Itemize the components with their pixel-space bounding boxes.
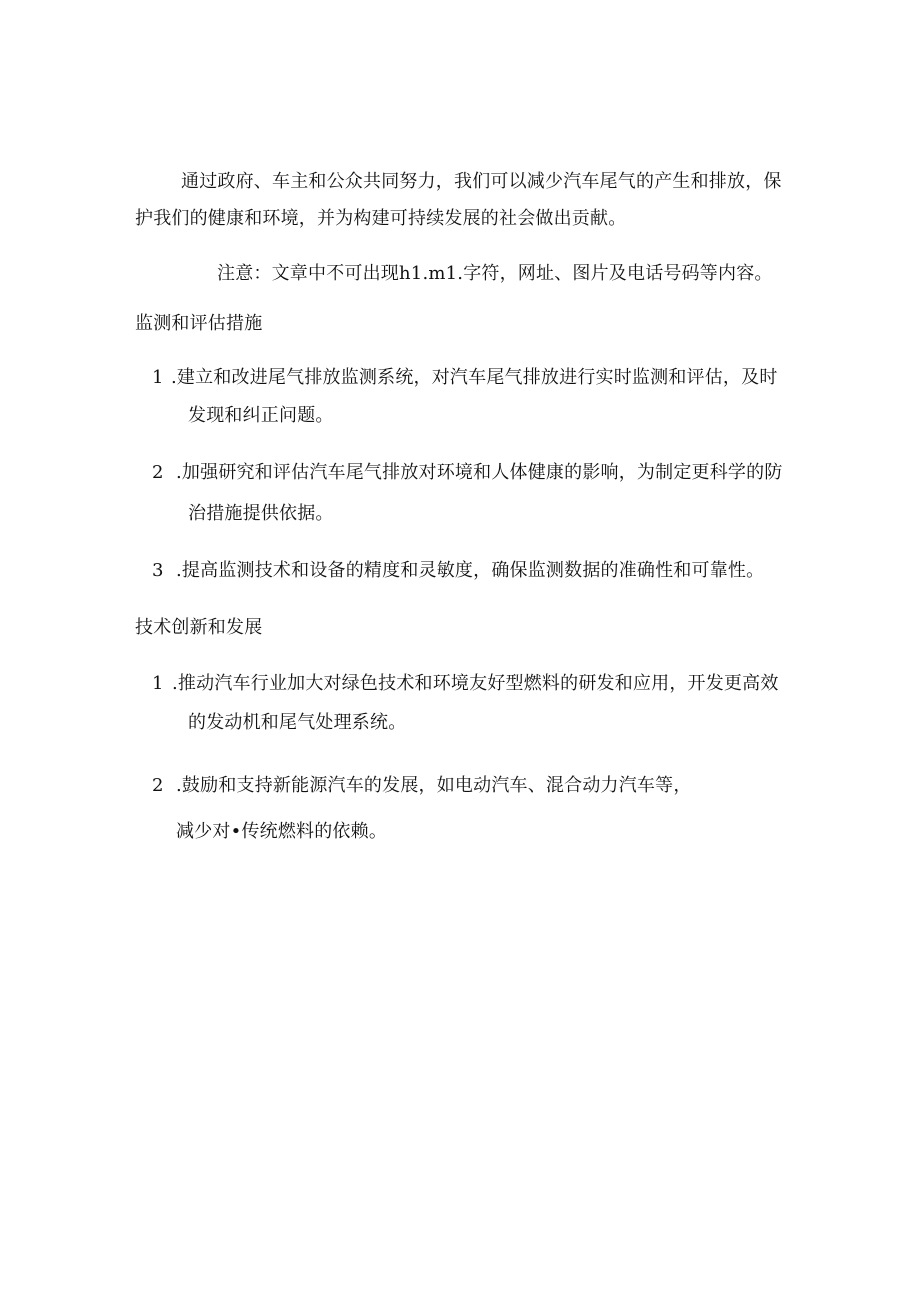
section-heading-monitoring: 监测和评估措施 [135, 313, 263, 334]
list-item-text-continued: 发现和纠正问题。 [188, 405, 334, 426]
note-text: 注意：文章中不可出现h1.m1.字符，网址、图片及电话号码等内容。 [217, 263, 773, 284]
list-item-number: 3 [152, 560, 164, 581]
intro-line-2: 护我们的健康和环境，并为构建可持续发展的社会做出贡献。 [135, 208, 627, 229]
list-item-number: 2 [152, 462, 164, 483]
list-item-text: .鼓励和支持新能源汽车的发展，如电动汽车、混合动力汽车等， [176, 775, 692, 796]
list-item-text: .提高监测技术和设备的精度和灵敏度，确保监测数据的准确性和可靠性。 [176, 560, 765, 581]
intro-line-1: 通过政府、车主和公众共同努力，我们可以减少汽车尾气的产生和排放，保 [181, 171, 782, 192]
list-item-text: .加强研究和评估汽车尾气排放对环境和人体健康的影响，为制定更科学的防 [176, 462, 783, 483]
list-item-text-continued: 治措施提供依据。 [188, 503, 334, 524]
list-item-text-continued: 减少对•传统燃料的依赖。 [176, 821, 388, 842]
list-item-number: 2 [152, 775, 164, 796]
list-item-text-continued: 的发动机和尾气处理系统。 [188, 712, 407, 733]
section-heading-technology: 技术创新和发展 [135, 617, 263, 638]
list-item-text: .建立和改进尾气排放监测系统，对汽车尾气排放进行实时监测和评估，及时 [171, 367, 778, 388]
list-item-number: 1 [152, 673, 164, 694]
list-item-text: .推动汽车行业加大对绿色技术和环境友好型燃料的研发和应用，开发更高效 [172, 673, 779, 694]
list-item-number: 1 [152, 367, 164, 388]
